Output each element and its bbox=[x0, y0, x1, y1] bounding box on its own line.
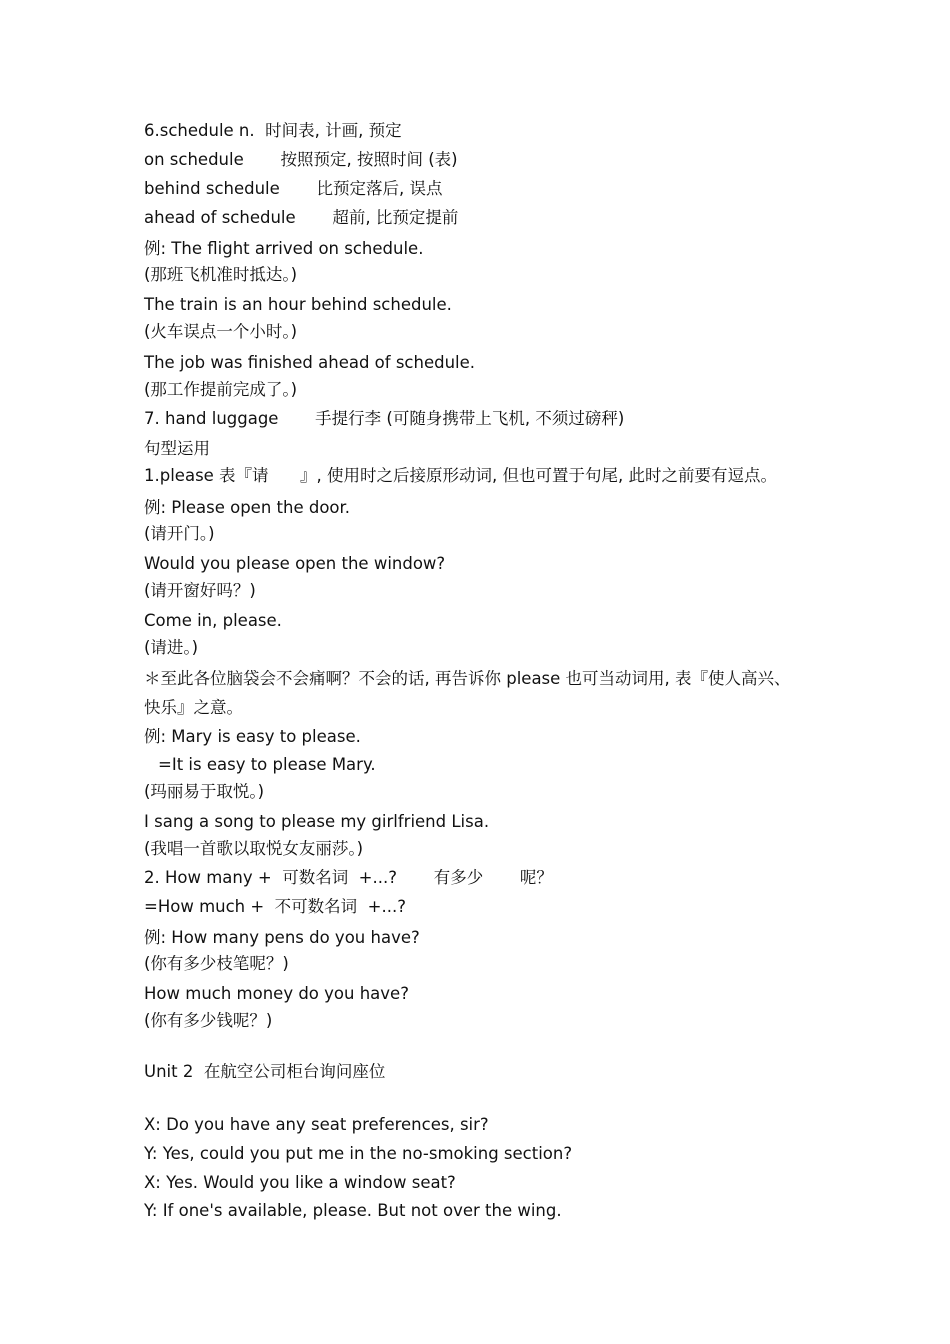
dialogue-line: X: Yes. Would you like a window seat? bbox=[144, 1173, 456, 1192]
vocab-phrase-ahead-of-schedule: ahead of schedule 超前, 比预定提前 bbox=[144, 208, 459, 227]
note-paragraph-continued: 快乐』之意。 bbox=[144, 698, 243, 717]
example-sentence: 例: How many pens do you have? bbox=[144, 928, 420, 947]
dialogue-line: X: Do you have any seat preferences, sir? bbox=[144, 1115, 489, 1134]
pattern-heading-please: 1.please 表『请 』, 使用时之后接原形动词, 但也可置于句尾, 此时之前要有逗点。 bbox=[144, 466, 777, 485]
example-sentence: Come in, please. bbox=[144, 611, 282, 630]
vocab-heading-hand-luggage: 7. hand luggage 手提行李 (可随身携带上飞机, 不须过磅秤) bbox=[144, 409, 625, 428]
example-translation: (火车误点一个小时。) bbox=[144, 322, 298, 341]
example-sentence: How much money do you have? bbox=[144, 984, 409, 1003]
example-sentence: I sang a song to please my girlfriend Lisa. bbox=[144, 812, 490, 831]
example-sentence-alternate: =It is easy to please Mary. bbox=[158, 755, 376, 774]
example-translation: (请进。) bbox=[144, 638, 199, 657]
example-translation: (那工作提前完成了。) bbox=[144, 380, 298, 399]
example-translation: (我唱一首歌以取悦女友丽莎。) bbox=[144, 839, 364, 858]
dialogue-line: Y: If one's available, please. But not over the wing. bbox=[144, 1201, 562, 1220]
example-translation: (你有多少钱呢？) bbox=[144, 1011, 273, 1030]
example-sentence: 例: Please open the door. bbox=[144, 498, 351, 517]
vocab-phrase-on-schedule: on schedule 按照预定, 按照时间 (表) bbox=[144, 150, 458, 169]
example-translation: (请开门。) bbox=[144, 524, 215, 543]
vocab-phrase-behind-schedule: behind schedule 比预定落后, 误点 bbox=[144, 179, 443, 198]
dialogue-line: Y: Yes, could you put me in the no-smoking section? bbox=[144, 1144, 573, 1163]
example-translation: (你有多少枝笔呢？) bbox=[144, 954, 289, 973]
example-sentence: 例: The flight arrived on schedule. bbox=[144, 239, 424, 258]
vocab-heading-schedule: 6.schedule n. 时间表, 计画, 预定 bbox=[144, 121, 402, 140]
pattern-heading-how-many: 2. How many + 可数名词 +...? 有多少 呢？ bbox=[144, 868, 553, 887]
example-translation: (那班飞机准时抵达。) bbox=[144, 265, 298, 284]
note-paragraph: ＊至此各位脑袋会不会痛啊？不会的话, 再告诉你 please 也可当动词用, 表『使人高兴、 bbox=[144, 669, 791, 688]
example-sentence: Would you please open the window? bbox=[144, 554, 446, 573]
example-sentence: The job was finished ahead of schedule. bbox=[144, 353, 476, 372]
example-sentence: 例: Mary is easy to please. bbox=[144, 727, 361, 746]
example-sentence: The train is an hour behind schedule. bbox=[144, 295, 452, 314]
pattern-heading-how-much: =How much + 不可数名词 +...? bbox=[144, 897, 406, 916]
example-translation: (玛丽易于取悦。) bbox=[144, 782, 265, 801]
unit-heading: Unit 2 在航空公司柜台询问座位 bbox=[144, 1062, 386, 1081]
example-translation: (请开窗好吗？) bbox=[144, 581, 256, 600]
section-heading-sentence-patterns: 句型运用 bbox=[144, 439, 210, 458]
